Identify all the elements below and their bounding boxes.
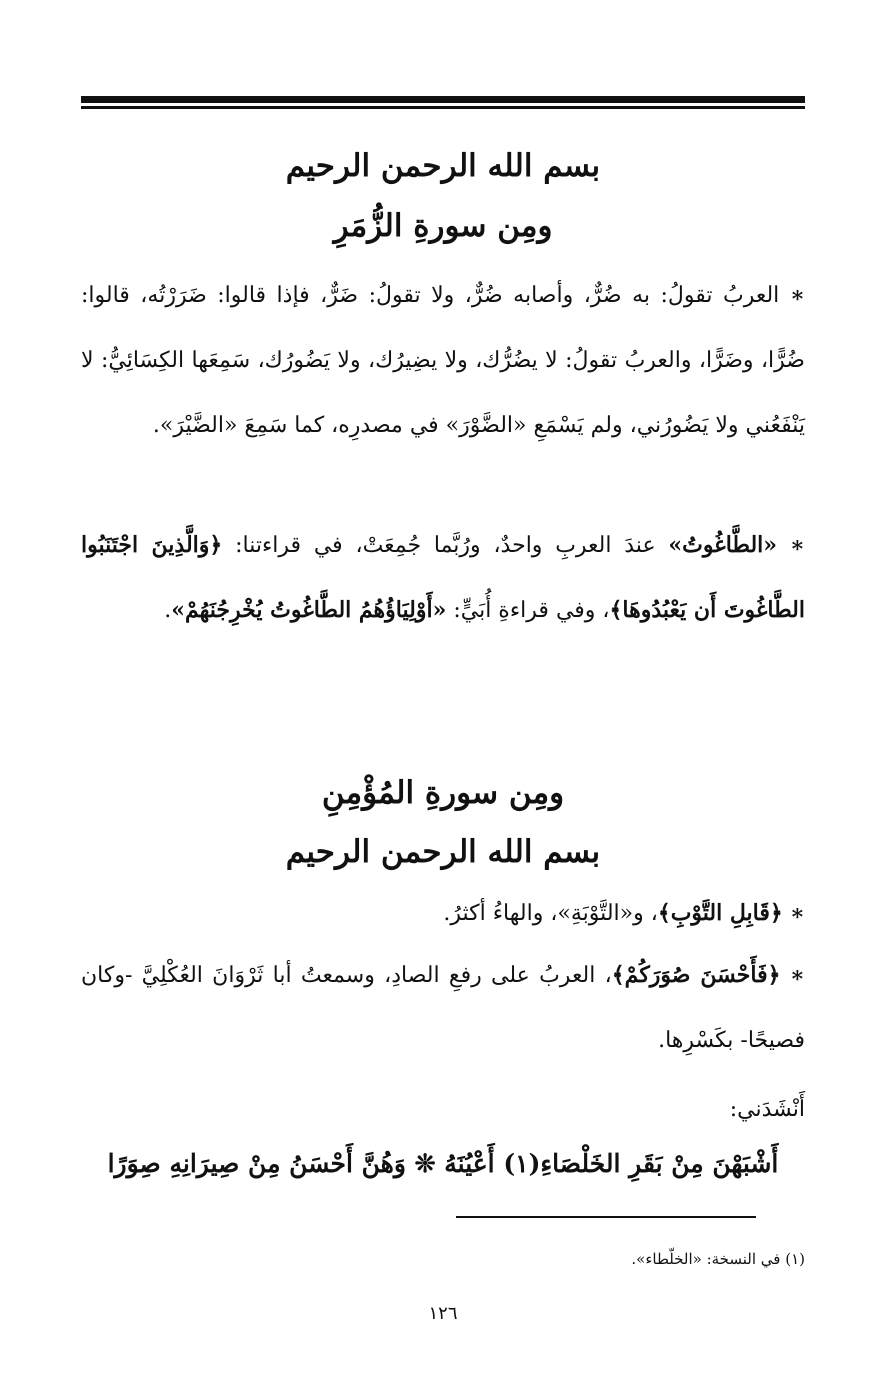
quran-quote: ﴿قَابِلِ التَّوْبِ﴾ <box>657 900 783 926</box>
surah-title-mumin: ومِن سورةِ المُؤْمِنِ <box>321 775 565 811</box>
paragraph-text: ، و«التَّوْبَةِ»، والهاءُ أكثرُ. <box>443 901 658 926</box>
anshadani-label: أَنْشَدَني: <box>729 1097 805 1122</box>
header-rule-thick <box>81 96 805 103</box>
ubayy-reading-quote: «أَوْلِيَاؤُهُمُ الطَّاغُوتُ يُخْرِجُنَهُمْ» <box>171 597 447 623</box>
basmala-heading: بسم الله الرحمن الرحيم <box>285 834 601 870</box>
quran-quote: ﴿فَأَحْسَنَ صُوَرَكُمْ﴾ <box>611 962 781 988</box>
bullet-star-icon: ∗ <box>789 900 805 926</box>
footnote: (١) في النسخة: «الخلّطاء». <box>631 1250 805 1268</box>
paragraph-end: . <box>164 598 172 623</box>
bullet-star-icon: ∗ <box>789 532 805 558</box>
term-taghut: «الطَّاغُوتُ» <box>668 532 778 558</box>
paragraph-tawb <box>81 893 805 934</box>
paragraph-text: ، وفي قراءةِ أُبَيٍّ: <box>453 598 610 623</box>
surah-title-zumar: ومِن سورةِ الزُّمَرِ <box>333 208 553 244</box>
paragraph-suwar <box>81 943 805 1073</box>
paragraph-text: ، العربُ على رفعِ الصادِ، وسمعتُ أبا ثَرْوَانَ العُكْلِيَّ -وكان فصيحًا- بكَسْرِها. <box>81 963 805 1053</box>
poem-verse: أَشْبَهْنَ مِنْ بَقَرِ الخَلْصَاءِ(١) أَعْيُنَهُ ❊ وَهُنَّ أَحْسَنُ مِنْ صِيرَانِهِ صِوَرًا <box>107 1149 779 1178</box>
paragraph-text: العربُ تقولُ: به ضُرٌّ، وأصابه ضُرٌّ، ولا تقولُ: ضَرٌّ، فإذا قالوا: ضَرَرْتُه، قالوا: ضُرًّا، وضَرًّا، والعربُ تقولُ: لا يضُرُّك، ولا يضِيرُك، ولا يَضُورُك، سَمِعَها الكِسَائِيُّ: لا يَنْفَعُني ولا يَضُورُني، ولم يَسْمَعِ «الضَّوْرَ» في مصدرِه، كما سَمِعَ «الضَّيْرَ». <box>81 283 805 438</box>
bullet-star-icon: ∗ <box>789 962 805 988</box>
paragraph-taghut <box>81 513 805 643</box>
basmala-heading: بسم الله الرحمن الرحيم <box>285 148 601 184</box>
quran-quote: ﴿وَالَّذِينَ اجْتَنَبُوا الطَّاغُوتَ أَن يَعْبُدُوهَا﴾ <box>81 532 805 623</box>
bullet-star-icon: ∗ <box>789 282 806 308</box>
paragraph-darr <box>81 263 805 458</box>
footnote-rule <box>456 1216 756 1218</box>
paragraph-text: عندَ العربِ واحدٌ، ورُبَّما جُمِعَتْ، في قراءتنا: <box>235 533 656 558</box>
page-number: ١٢٦ <box>428 1303 458 1324</box>
header-rule-thin <box>81 106 805 109</box>
